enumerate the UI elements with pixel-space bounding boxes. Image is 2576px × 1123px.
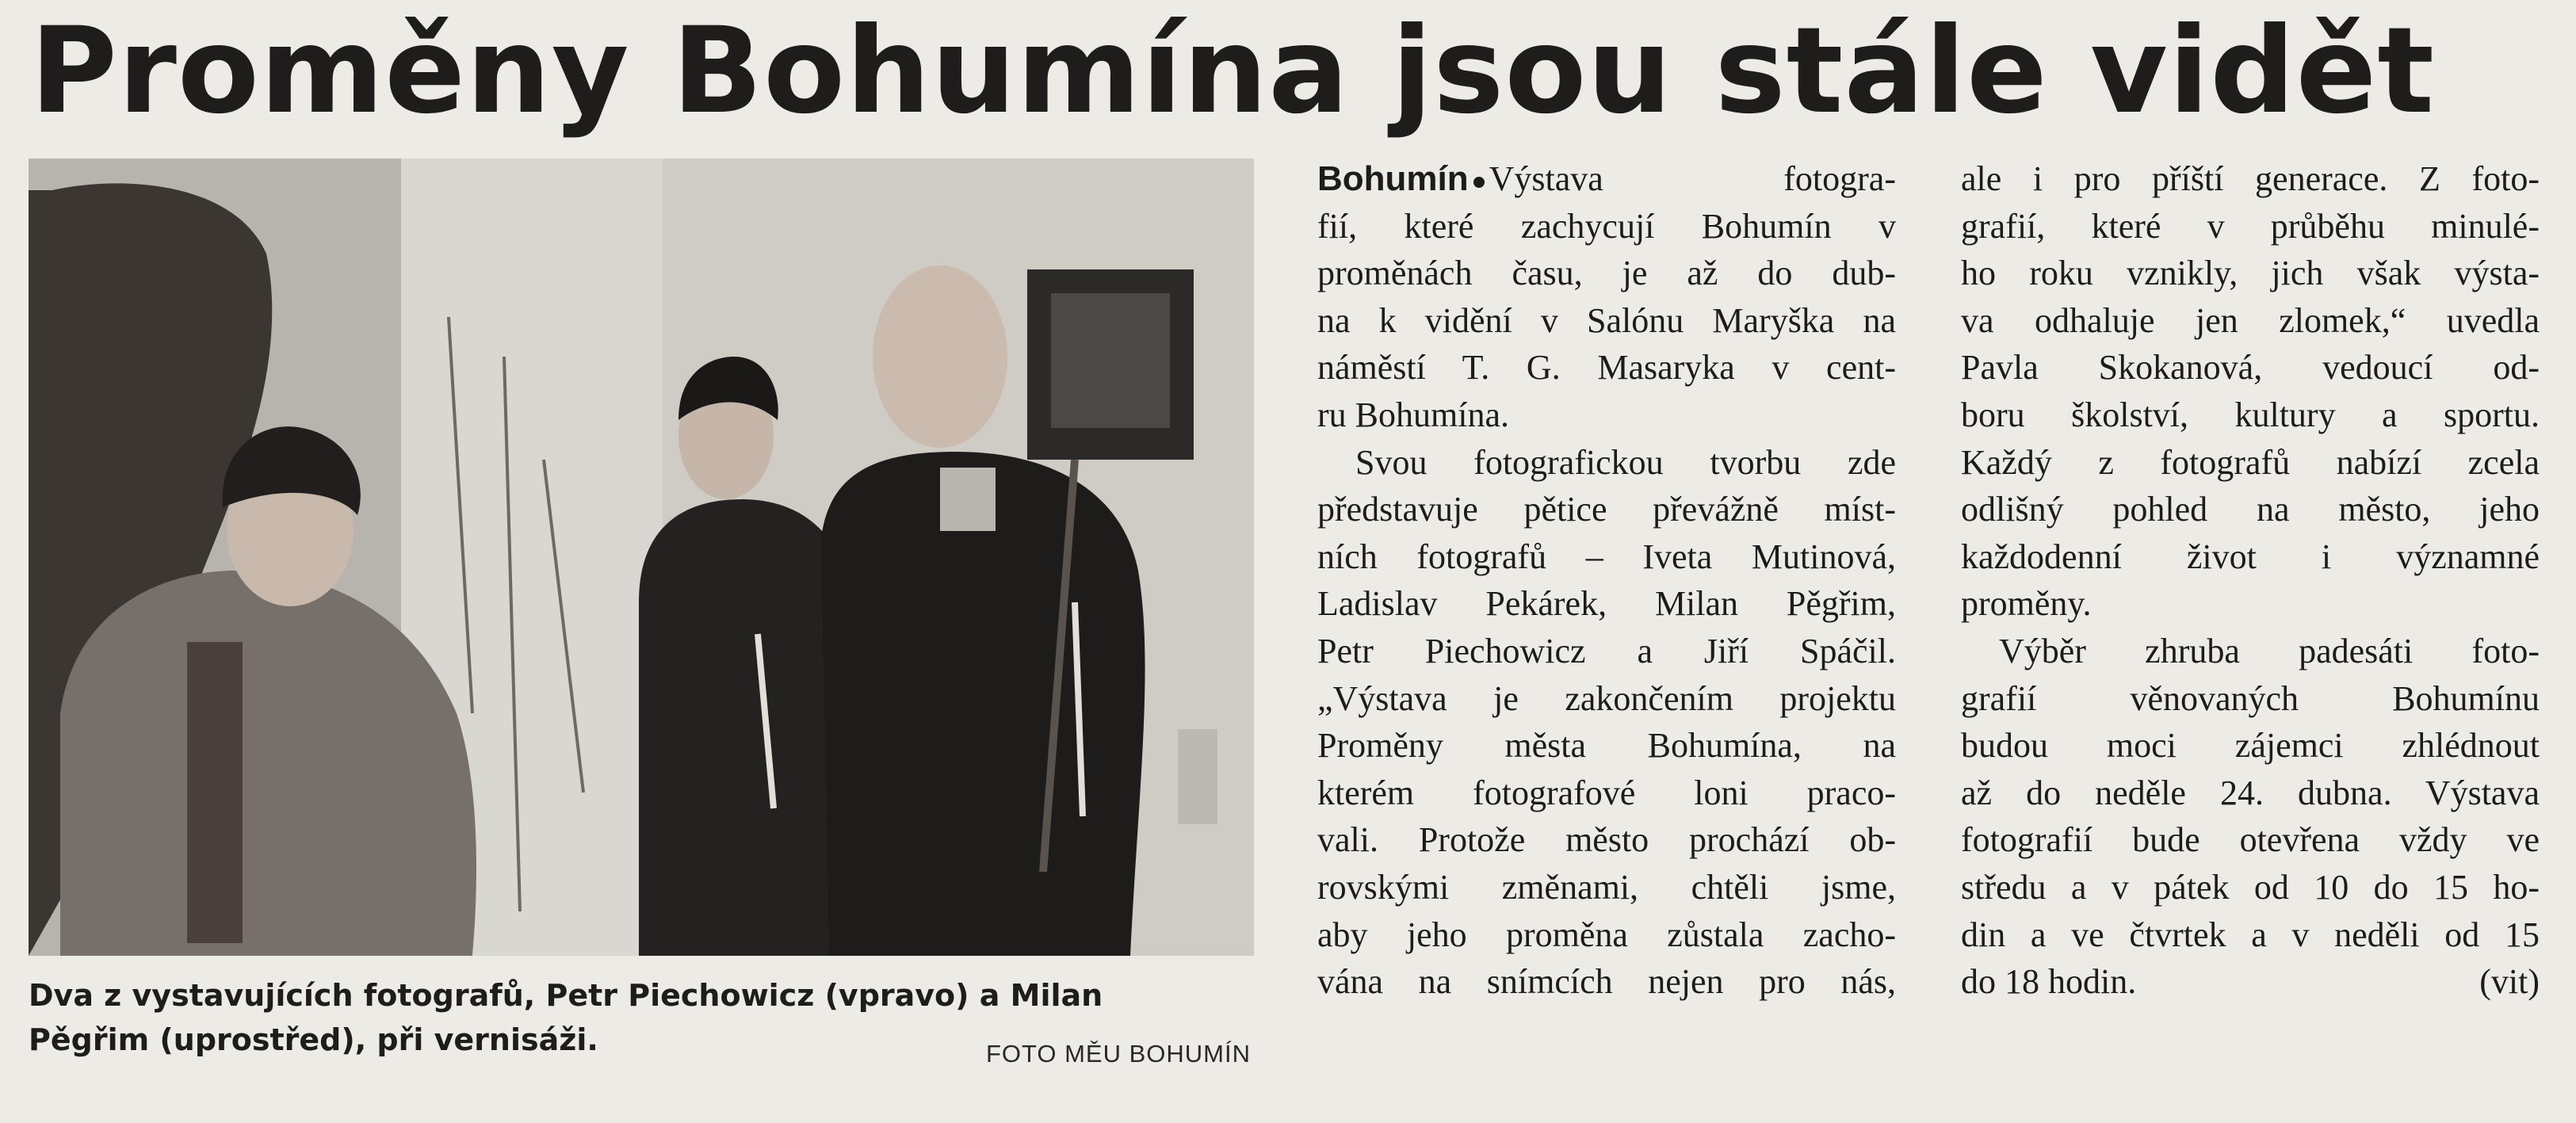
article-line: va odhaluje jen zlomek,“ uvedla (1961, 300, 2540, 340)
article-line: představuje pětice převážně míst- (1317, 490, 1896, 529)
article-line: Bohumín Výstava fotogra- (1317, 159, 1896, 198)
article-line: proměny. (1961, 584, 2092, 624)
caption-line-1: Dva z vystavujících fotografů, Petr Piechowicz (vpravo) a Milan (29, 978, 1103, 1013)
article-line: náměstí T. G. Masaryka v cent- (1317, 348, 1896, 388)
article-line: ale i pro příští generace. Z foto- (1961, 159, 2540, 198)
article-line: kterém fotografové loni praco- (1317, 773, 1896, 812)
article-line: až do neděle 24. dubna. Výstava (1961, 773, 2540, 812)
article-line: fotografií bude otevřena vždy ve (1961, 820, 2540, 860)
article-line: rovskými změnami, chtěli jsme, (1317, 867, 1896, 907)
article-line: grafií, které v průběhu minulé- (1961, 206, 2540, 246)
article-line: Svou fotografickou tvorbu zde (1355, 442, 1896, 482)
dateline: Bohumín (1317, 159, 1469, 198)
article-line: Petr Piechowicz a Jiří Spáčil. (1317, 631, 1896, 670)
article-line: Pavla Skokanová, vedoucí od- (1961, 348, 2540, 388)
photo-credit: FOTO MĚU BOHUMÍN (985, 1040, 1251, 1068)
article-line: ho roku vznikly, jich však výsta- (1961, 254, 2540, 293)
headline: Proměny Bohumína jsou stále vidět (30, 2, 2436, 140)
caption-line-2: Pěgřim (uprostřed), při vernisáži. (29, 1022, 598, 1057)
article-column-2 (1961, 155, 2540, 1006)
article-line: Výběr zhruba padesáti foto- (1999, 631, 2540, 670)
article-line: boru školství, kultury a sportu. (1961, 395, 2540, 434)
article-line: Každý z fotografů nabízí zcela (1961, 442, 2540, 482)
bullet-icon (1473, 177, 1485, 188)
article-line: aby jeho proměna zůstala zacho- (1317, 915, 1896, 954)
article-line: „Výstava je zakončením projektu (1317, 678, 1896, 718)
article-line: vána na snímcích nejen pro nás, (1317, 962, 1896, 1002)
article-column-1 (1317, 155, 1896, 1006)
article-line: grafií věnovaných Bohumínu (1961, 678, 2540, 718)
article-line: Ladislav Pekárek, Milan Pěgřim, (1317, 584, 1896, 624)
article-photo (29, 159, 1254, 956)
article-line: vali. Protože město prochází ob- (1317, 820, 1896, 860)
article-line: ru Bohumína. (1317, 395, 1509, 434)
photo-illustration (29, 159, 1254, 956)
article-line: na k vidění v Salónu Maryška na (1317, 300, 1896, 340)
article-line: Proměny města Bohumína, na (1317, 726, 1896, 766)
article-line: každodenní život i významné (1961, 537, 2540, 576)
article-line: odlišný pohled na město, jeho (1961, 490, 2540, 529)
article-line: ních fotografů – Iveta Mutinová, (1317, 537, 1896, 576)
article-line-final: do 18 hodin. (vit) (1961, 958, 2540, 1006)
article-line: budou moci zájemci zhlédnout (1961, 726, 2540, 766)
article-line: fií, které zachycují Bohumín v (1317, 206, 1896, 246)
article-line: středu a v pátek od 10 do 15 ho- (1961, 867, 2540, 907)
signature: (vit) (2479, 962, 2540, 1002)
article-line: din a ve čtvrtek a v neděli od 15 (1961, 915, 2540, 954)
article-line: proměnách času, je až do dub- (1317, 254, 1896, 293)
